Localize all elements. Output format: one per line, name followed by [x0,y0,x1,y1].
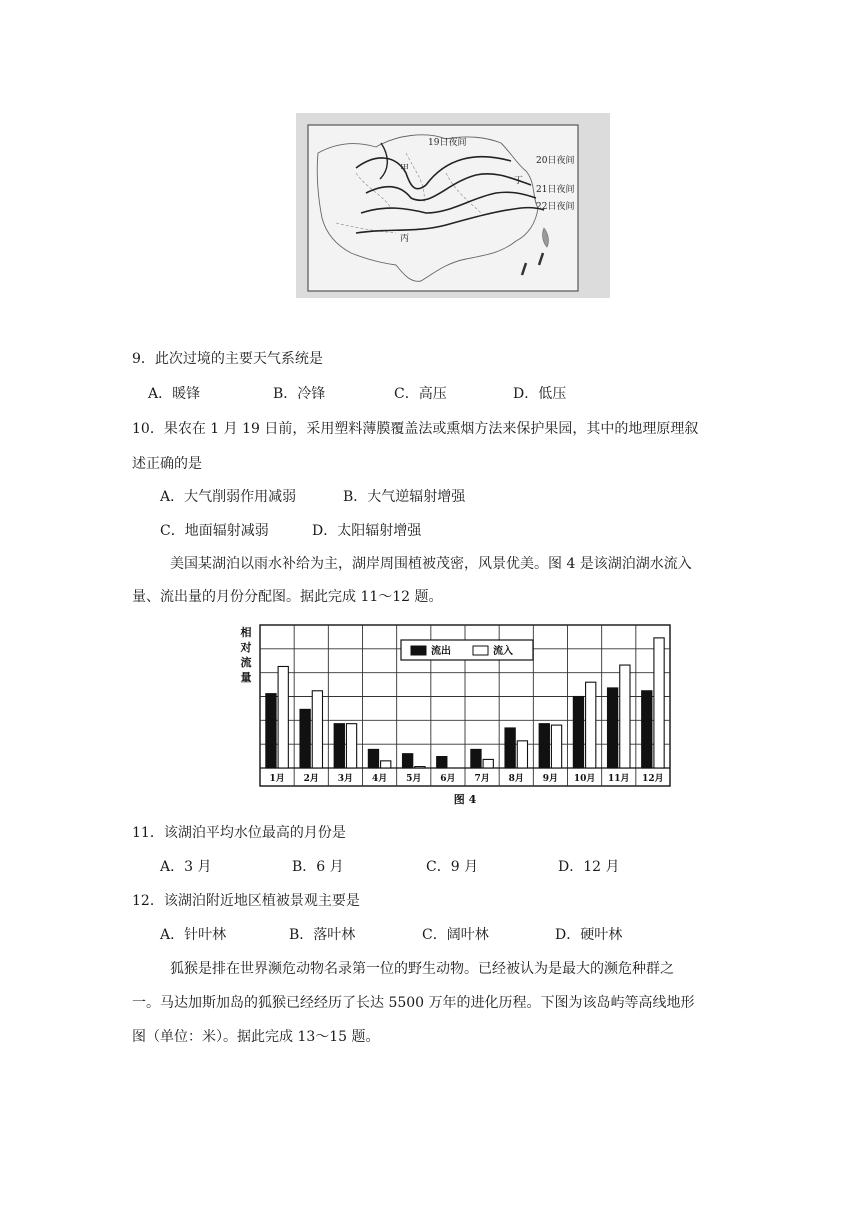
flow-chart-figure [230,620,680,810]
q12-stem: 12．该湖泊附近地区植被景观主要是 [132,893,360,909]
x-tick-label: 3月 [337,774,354,784]
label-19: 19日夜间 [428,138,467,148]
legend-label-inflow: 流入 [493,646,513,657]
passage1-line2: 量、流出量的月份分配图。据此完成 11～12 题。 [132,589,443,605]
x-tick-label: 2月 [303,774,319,784]
label-bing: 丙 [400,234,410,244]
x-tick-label: 12月 [642,774,664,784]
bar-outflow-1 [266,694,276,768]
chart-caption: 图 4 [453,793,477,806]
bar-inflow-12 [654,638,664,768]
q9-option-d: D．低压 [513,386,567,402]
x-tick-label: 7月 [474,774,490,784]
bar-outflow-5 [403,754,413,768]
bar-outflow-10 [573,697,583,769]
q11-option-b: B．6 月 [292,859,344,875]
y-axis-label-char: 相 [240,626,252,639]
bar-outflow-6 [437,757,447,768]
bar-inflow-5 [415,767,425,768]
q11-option-d: D．12 月 [558,859,620,875]
label-21: 21日夜间 [536,185,575,195]
weather-map-figure [296,113,610,298]
bar-inflow-11 [620,665,630,768]
y-axis-label-char: 对 [240,641,252,654]
y-axis-label-char: 量 [240,671,252,684]
label-20: 20日夜间 [536,156,575,166]
label-22: 22日夜间 [536,202,575,212]
q10-stem-line1: 10．果农在 1 月 19 日前，采用塑料薄膜覆盖法或熏烟方法来保护果园，其中的地理原理叙 [132,421,699,437]
bar-outflow-7 [471,749,481,768]
bar-outflow-8 [505,728,515,768]
x-tick-label: 1月 [269,774,285,784]
y-axis-label-char: 流 [240,656,252,669]
q12-option-c: C．阔叶林 [422,927,489,943]
label-jia: 甲 [400,164,410,174]
passage2-line2: 一。马达加斯加岛的狐猴已经经历了长达 5500 万年的进化历程。下图为该岛屿等高线地形 [132,995,695,1011]
x-tick-label: 4月 [371,774,388,784]
legend-label-outflow: 流出 [431,646,451,657]
x-tick-label: 10月 [573,774,596,784]
passage2-line3: 图（单位：米）。据此完成 13～15 题。 [132,1029,380,1045]
bar-inflow-4 [381,761,391,768]
q10-option-a: A．大气削弱作用减弱 [160,489,297,505]
q12-option-a: A．针叶林 [160,927,227,943]
q11-option-a: A．3 月 [160,859,212,875]
flow-bar-chart [230,620,680,810]
bar-inflow-1 [278,666,288,768]
passage1-line1: 美国某湖泊以雨水补给为主，湖岸周围植被茂密，风景优美。图 4 是该湖泊湖水流入 [170,556,692,572]
passage2-line1: 狐猴是排在世界濒危动物名录第一位的野生动物。已经被认为是最大的濒危种群之 [170,961,674,977]
q11-option-c: C．9 月 [426,859,479,875]
bar-inflow-7 [483,759,493,768]
label-ding: 丁 [514,176,524,186]
q10-option-c: C．地面辐射减弱 [160,523,269,539]
bar-outflow-3 [334,724,344,768]
bar-outflow-11 [608,688,618,768]
bar-inflow-3 [346,724,356,768]
bar-outflow-2 [300,709,310,768]
bar-inflow-2 [312,691,322,768]
q9-option-c: C．高压 [394,386,447,402]
x-tick-label: 5月 [406,774,422,784]
q9-option-a: A．暖锋 [148,386,201,402]
q10-option-b: B．大气逆辐射增强 [343,489,466,505]
bar-outflow-9 [539,724,549,768]
legend-swatch-outflow [411,646,426,655]
q10-stem-line2: 述正确的是 [132,456,202,472]
bar-inflow-9 [551,725,561,768]
q9-option-b: B．冷锋 [273,386,326,402]
x-tick-label: 9月 [542,774,559,784]
bar-outflow-12 [642,691,652,768]
bar-inflow-8 [517,741,527,768]
bar-outflow-4 [368,749,378,768]
x-tick-label: 8月 [508,774,524,784]
q10-option-d: D．太阳辐射增强 [312,523,422,539]
q9-stem: 9．此次过境的主要天气系统是 [132,351,323,367]
bar-inflow-10 [586,682,596,768]
legend-swatch-inflow [473,646,488,655]
front-map-svg [296,113,610,298]
x-tick-label: 6月 [440,774,456,784]
q12-option-b: B．落叶林 [289,927,356,943]
q11-stem: 11．该湖泊平均水位最高的月份是 [132,825,346,841]
q12-option-d: D．硬叶林 [555,927,623,943]
x-tick-label: 11月 [607,774,630,784]
